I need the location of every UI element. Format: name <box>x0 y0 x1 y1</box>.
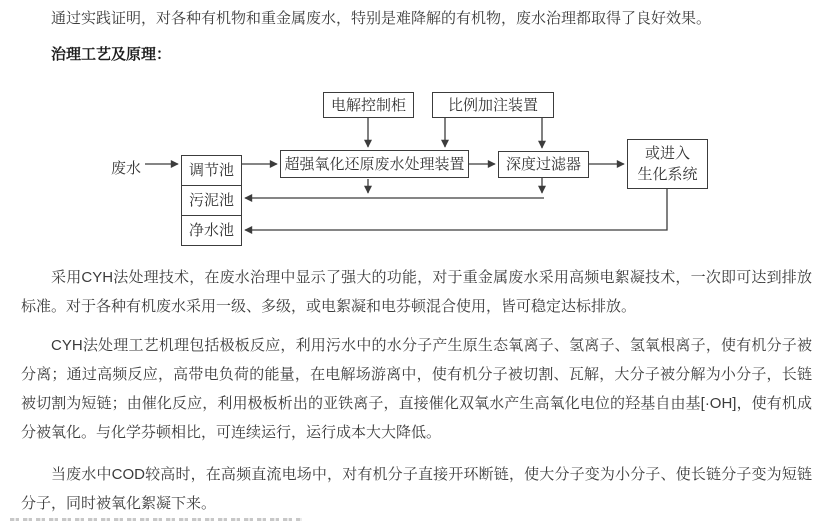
body-paragraph-2: CYH法处理工艺机理包括极板反应，利用污水中的水分子产生原生态氧离子、氢离子、氢氧根离子，使有机分子被分离；通过高频反应，高带电负荷的能量，在电解场游离中，使有机分子被切割、瓦解，大分子被分解为小分子，长链被切割为短链；由催化反应，利用极板析出的亚铁离子，直接催化双氧水产生高氧化电位的羟基自由基[·OH]，使有机成分被氧化。与化学芬顿相比，可连续运行，运行成本大大降低。 <box>21 337 812 441</box>
box-electrolysis-control-cabinet <box>323 92 414 118</box>
box-biochemical-label-line1: 或进入 <box>644 145 690 162</box>
section-heading: 治理工艺及原理： <box>51 46 172 63</box>
arrow-biochemical-to-clean-water-tank <box>245 189 667 230</box>
box-clean-water-tank <box>181 215 242 246</box>
box-sludge-tank-label: 污泥池 <box>188 192 234 209</box>
box-clean-water-tank-label: 净水池 <box>188 222 234 239</box>
box-regulating-tank <box>181 155 242 186</box>
box-biochemical-label-line2: 生化系统 <box>637 166 698 183</box>
box-biochemical-system <box>627 139 708 189</box>
box-sludge-tank <box>181 185 242 216</box>
body-paragraph-1: 采用CYH法处理技术，在废水治理中显示了强大的功能，对于重金属废水采用高频电絮凝技术，一次即可达到排放标准。对于各种有机废水采用一级、多级，或电絮凝和电芬顿混合使用，皆可稳定达标排放。 <box>21 269 812 315</box>
box-depth-filter-label: 深度过滤器 <box>505 156 581 173</box>
intro-paragraph: 通过实践证明，对各种有机物和重金属废水，特别是难降解的有机物，废水治理都取得了良好效果。 <box>51 10 712 27</box>
body-paragraph-3: 当废水中COD较高时，在高频直流电场中，对有机分子直接开环断链，使大分子变为小分子、使长链分子变为短链分子，同时被氧化絮凝下来。 <box>21 466 812 512</box>
box-proportional-dosing-device <box>432 92 554 118</box>
box-depth-filter <box>498 151 589 178</box>
influent-label: 废水 <box>111 160 142 177</box>
box-electrolysis-label: 电解控制柜 <box>330 96 406 114</box>
box-dosing-label: 比例加注装置 <box>447 96 538 114</box>
box-regulating-tank-label: 调节池 <box>188 162 234 179</box>
box-oxidation-reduction-device <box>280 150 469 178</box>
cropped-next-line-artifact <box>10 518 302 521</box>
box-oxidation-label: 超强氧化还原废水处理装置 <box>284 155 465 173</box>
